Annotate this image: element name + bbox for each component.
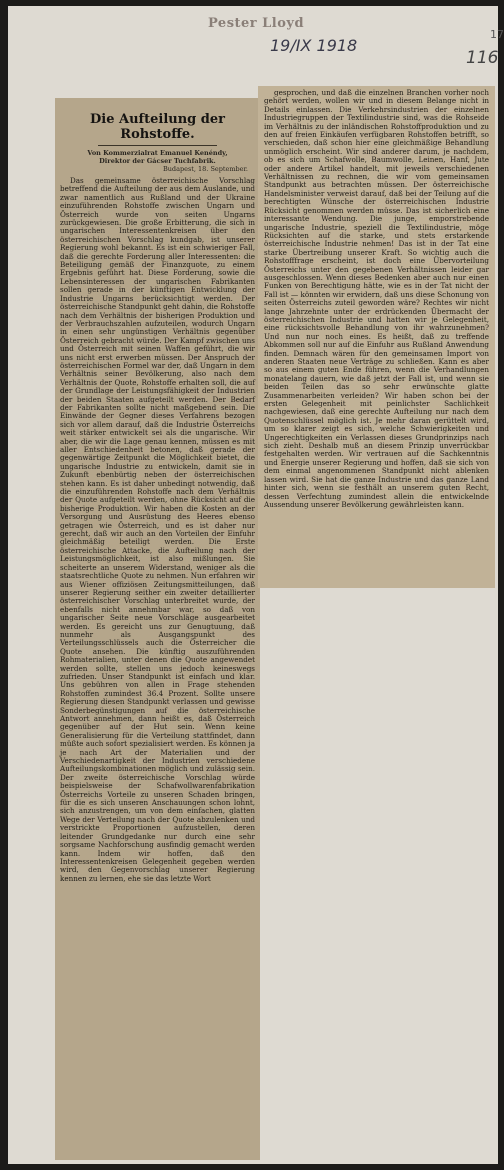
page-number: 116 bbox=[466, 48, 499, 68]
article-title: Die Aufteilung der Rohstoffe. bbox=[89, 112, 226, 142]
article-clipping-left bbox=[55, 98, 260, 1160]
article-author: Von Kommerzialrat Emanuel Kenéndy, bbox=[87, 149, 228, 157]
newspaper-stamp: Pester Lloyd bbox=[208, 16, 305, 31]
title-rule bbox=[98, 145, 216, 146]
page-number-small: 17 bbox=[490, 28, 504, 41]
article-dateline: Budapest, 18. September. bbox=[162, 165, 248, 173]
right-column-text: gesprochen, und daß die einzelnen Branchen vorher noch gehört werden, wollen wir und in diesem Belange nicht in Details einlassen. Die Verkehrsindustrien der einzelnen Industriegruppen der Textilindustrie sind, was die Rohseide im Verhältnis zu der inländischen Rohstoffproduktion und zu den auf freien Einkäufen verfügbaren Rohstoffen betrifft, so verschieden, daß schon hier eine gleichmäßige Behandlung unmöglich erscheint. Wir sind anderer darum, je nachdem, ob es sich um Schafwolle, Baumwolle, Leinen, Hanf, Jute oder andere Artikel handelt, mit jeweils verschiedenen Verhältnissen zu rechnen, die wir vom gemeinsamen Standpunkt aus betrachten müssen. Der österreichische Handelsminister verweist darauf, daß bei der Teilung auf die berechtigten Wünsche der österreichischen Industrie Rücksicht genommen werden müsse. Das ist sicherlich eine interessante Wendung. Die junge, emporstrebende ungarische Industrie, speziell die Textilindustrie, möge Rücksichten auf die starke, und stets erstarkende österreichische Industrie nehmen! Das ist in der Tat eine starke Übertreibung unserer Kraft. So wichtig auch die Rohstofffrage erscheint, ist doch eine Übervorteilung Österreichs unter den gegebenen Verhältnissen leider gar ausgeschlossen. Wenn dieses Bedenken aber auch nur einen Funken von Berechtigung hätte, wie es in der Tat nicht der Fall ist — könnten wir erwidern, daß uns diese Schonung von seiten Österreichs zuteil geworden wäre? Rechtes wir nicht lange Jahrzehnte unter der erdrückenden Übermacht der österreichischen Industrie und hatten wir je Gelegenheit, eine rücksichtsvolle Behandlung von ihr wahrzunehmen? Und nun nur noch eines. Es heißt, daß zu treffende Abkommen soll nur auf die Einfuhr aus Rußland Anwendung finden. Demnach wären für den gemeinsamen Import von anderen Staaten neue Verträge zu schließen. Kann es aber so aus einem guten Ende führen, wenn die Verhandlungen monatelang dauern, wie daß jetzt der Fall ist, und wenn sie beiden Teilen das so sehr erwünschte glatte Zusammenarbeiten verleiden? Wir haben schon bei der ersten Gelegenheit mit peinlichster Sachlichkeit nachgewiesen, daß eine gerechte Aufteilung nur nach dem Quotenschlüssel möglich ist. Je mehr daran gerüttelt wird, um so klarer zeigt es sich, welche Schwierigkeiten und Ungerechtigkeiten ein Verlassen dieses Grundprinzips nach sich zieht. Deshalb muß an diesem Prinzip unverrückbar festgehalten werden. Wir vertrauen auf die Sachkenntnis und Energie unserer Regierung und hoffen, daß sie sich von dem einmal angenommenen Standpunkt nicht ablenken lassen wird. Sie hat die ganze Industrie und das ganze Land hinter sich, wenn sie festhält an unserem guten Recht, dessen Verfechtung zumindest allein die entwickelnde Aussendung unserer Bevölkerung gewährleisten kann. bbox=[264, 88, 489, 509]
article-author-role: Direktor der Gácser Tuchfabrik. bbox=[99, 157, 216, 165]
handwritten-date: 19/IX 1918 bbox=[270, 36, 358, 55]
left-column-text: Das gemeinsame österreichische Vorschlag betreffend die Aufteilung der aus dem Auslande, und zwar namentlich aus Rußland und der Ukraine einzuführenden Rohstoffe zwischen Ungarn und Österreich wurde von seiten Ungarns zurückgewiesen. Die große Erbitterung, die sich in ungarischen Interessentenkreisen über den österreichischen Vorschlag kundgab, ist unserer Regierung wohl bekannt. Es ist ein schwieriger Fall, daß die gerechte Forderung aller Interessenten: die Beteiligung gemäß der Finanzquote, zu einem Ergebnis geführt hat. Diese Forderung, sowie die Lebensinteressen der ungarischen Fabrikanten sollen gerade in der künftigen Entwicklung der Industrie Ungarns berücksichtigt werden. Der österreichische Standpunkt geht dahin, die Rohstoffe nach dem Verhältnis der bisherigen Produktion und der Verbrauchszahlen aufzuteilen, wodurch Ungarn in einen sehr ungünstigen Verhältnis gegenüber Österreich gebracht würde. Der Kampf zwischen uns und Österreich mit seinen Waffen geführt, die wir uns nicht erst erwerben müssen. Der Anspruch der österreichischen Formel war der, daß Ungarn in dem Verhältnis seiner Bevölkerung, also nach dem Verhältnis der Quote, Rohstoffe erhalten soll, die auf der Grundlage der Leistungsfähigkeit der Industrien der beiden Staaten aufgeteilt werden. Der Bedarf der Fabrikanten sollte nicht maßgebend sein. Die Einwände der Gegner dieses Verfahrens bezogen sich vor allem darauf, daß die Industrie Österreichs weit stärker entwickelt sei als die ungarische. Wir aber, die wir die Lage genau kennen, müssen es mit aller Entschiedenheit betonen, daß gerade der gegenwärtige Zeitpunkt die Möglichkeit bietet, die ungarische Industrie zu entwickeln, damit sie in Zukunft ebenbürtig neben der österreichischen stehen kann. Es ist daher unbedingt notwendig, daß die einzuführenden Rohstoffe nach dem Verhältnis der Quote aufgeteilt werden, ohne Rücksicht auf die bisherige Produktion. Wir haben die Kosten an der Versorgung und Ausrüstung des Heeres ebenso getragen wie Österreich, und es ist daher nur gerecht, daß wir auch an den Vorteilen der Einfuhr gleichmäßig beteiligt werden. Die Erste österreichische Attacke, die Aufteilung nach der Leistungsmöglichkeit, ist also mißlungen. Sie scheiterte an unserem Widerstand, weniger als die staatsrechtliche Quote zu nehmen. Nun erfahren wir aus Wiener offiziösen Zeitungsmitteilungen, daß unserer Regierung seither ein zweiter detaillierter österreichischer Vorschlag unterbreitet wurde, der ebenfalls nicht annehmbar war, so daß von ungarischer Seite neue Vorschläge ausgearbeitet werden. Es gereicht uns zur Genugtuung, daß nunmehr als Ausgangspunkt des Verteilungsschlüssels auch die Österreicher die Quote ansehen. Die künftig auszuführenden Rohmaterialien, unter denen die Quote angewendet werden sollte, stellen uns jedoch keineswegs zufrieden. Unser Standpunkt ist einfach und klar. Uns gebühren von allen in Frage stehenden Rohstoffen zumindest 36.4 Prozent. Sollte unsere Regierung diesen Standpunkt verlassen und gewisse Sonderbegünstigungen auf die österreichische Antwort annehmen, dann heißt es, daß Österreich gegenüber auf der Hut sein. Wenn keine Generalisierung für die Verteilung stattfindet, dann müßte auch sofort spezialisiert werden. Es können ja je nach Art der Materialien und der Verschiedenartigkeit der Industrien verschiedene Aufteilungskombinationen möglich und zulässig sein. Der zweite österreichische Vorschlag würde beispielsweise der Schafwollwarenfabrikation Österreichs Vorteile zu unseren Schaden bringen, für die es sich unseren Anschauungen schon lohnt, sich anzustrengen, um von dem einfachen, glatten Wege der Verteilung nach der Quote abzulenken und verstrickte Proportionen aufzustellen, deren leitender Grundgedanke nur durch eine sehr sorgsame Nachforschung ausfindig gemacht werden kann. Indem wir hoffen, daß den Interessentenkreisen Gelegenheit gegeben werden wird, den Gegenvorschlag unserer Regierung kennen zu lernen, ehe sie das letzte Wort bbox=[60, 176, 255, 883]
article-clipping-right bbox=[258, 86, 495, 588]
article-header bbox=[55, 98, 260, 175]
